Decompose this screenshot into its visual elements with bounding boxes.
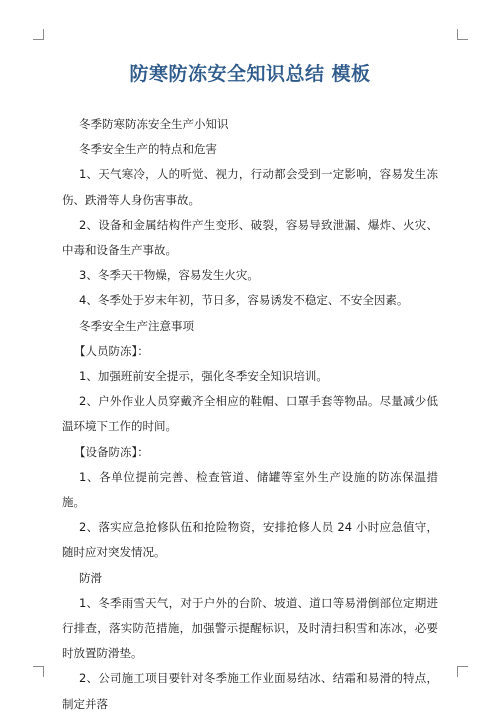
paragraph: 1、天气寒冷，人的听觉、视力，行动都会受到一定影响，容易发生冻伤、跌滑等人身伤害事故。: [62, 167, 438, 207]
subsection-label: 【人员防冻】：: [74, 343, 149, 358]
paragraph: 2、落实应急抢修队伍和抢险物资，安排抢修人员 24 小时应急值守，随时应对突发情况。: [62, 520, 438, 560]
crop-mark-top-left: [33, 29, 44, 40]
paragraph: 1、冬季雨雪天气，对于户外的台阶、坡道、道口等易滑倒部位定期进行排查，落实防范措施，加强警示提醒标识，及时清扫积雪和冻冰，必要时放置防滑垫。: [62, 595, 438, 661]
section-heading: 防滑: [79, 570, 102, 585]
subsection-label: 【设备防冻】：: [74, 444, 149, 459]
crop-mark-bottom-left: [33, 666, 44, 677]
document-title: 防寒防冻安全知识总结 模板: [129, 63, 371, 85]
section-heading: 冬季防寒防冻安全生产小知识: [79, 117, 229, 131]
paragraph: 2、户外作业人员穿戴齐全相应的鞋帽、口罩手套等物品。尽量减少低温环境下工作的时间。: [62, 394, 438, 434]
paragraph: 2、设备和金属结构件产生变形、破裂，容易导致泄漏、爆炸、火灾、中毒和设备生产事故。: [62, 217, 438, 258]
paragraph: 3、冬季天干物燥，容易发生火灾。: [79, 268, 259, 283]
paragraph: 1、加强班前安全提示，强化冬季安全知识培训。: [79, 369, 328, 384]
document-body: [62, 112, 438, 717]
paragraph: 1、各单位提前完善、检查管道、储罐等室外生产设施的防冻保温措施。: [62, 469, 438, 510]
section-heading: 冬季安全生产注意事项: [79, 318, 194, 333]
crop-mark-top-right: [457, 29, 468, 40]
section-heading: 冬季安全生产的特点和危害: [79, 142, 217, 157]
paragraph: 4、冬季处于岁末年初，节日多，容易诱发不稳定、不安全因素。: [79, 293, 409, 308]
crop-mark-bottom-right: [457, 666, 468, 677]
paragraph: 2、公司施工项目要针对冬季施工作业面易结冰、结霜和易滑的特点，制定并落: [62, 671, 438, 711]
